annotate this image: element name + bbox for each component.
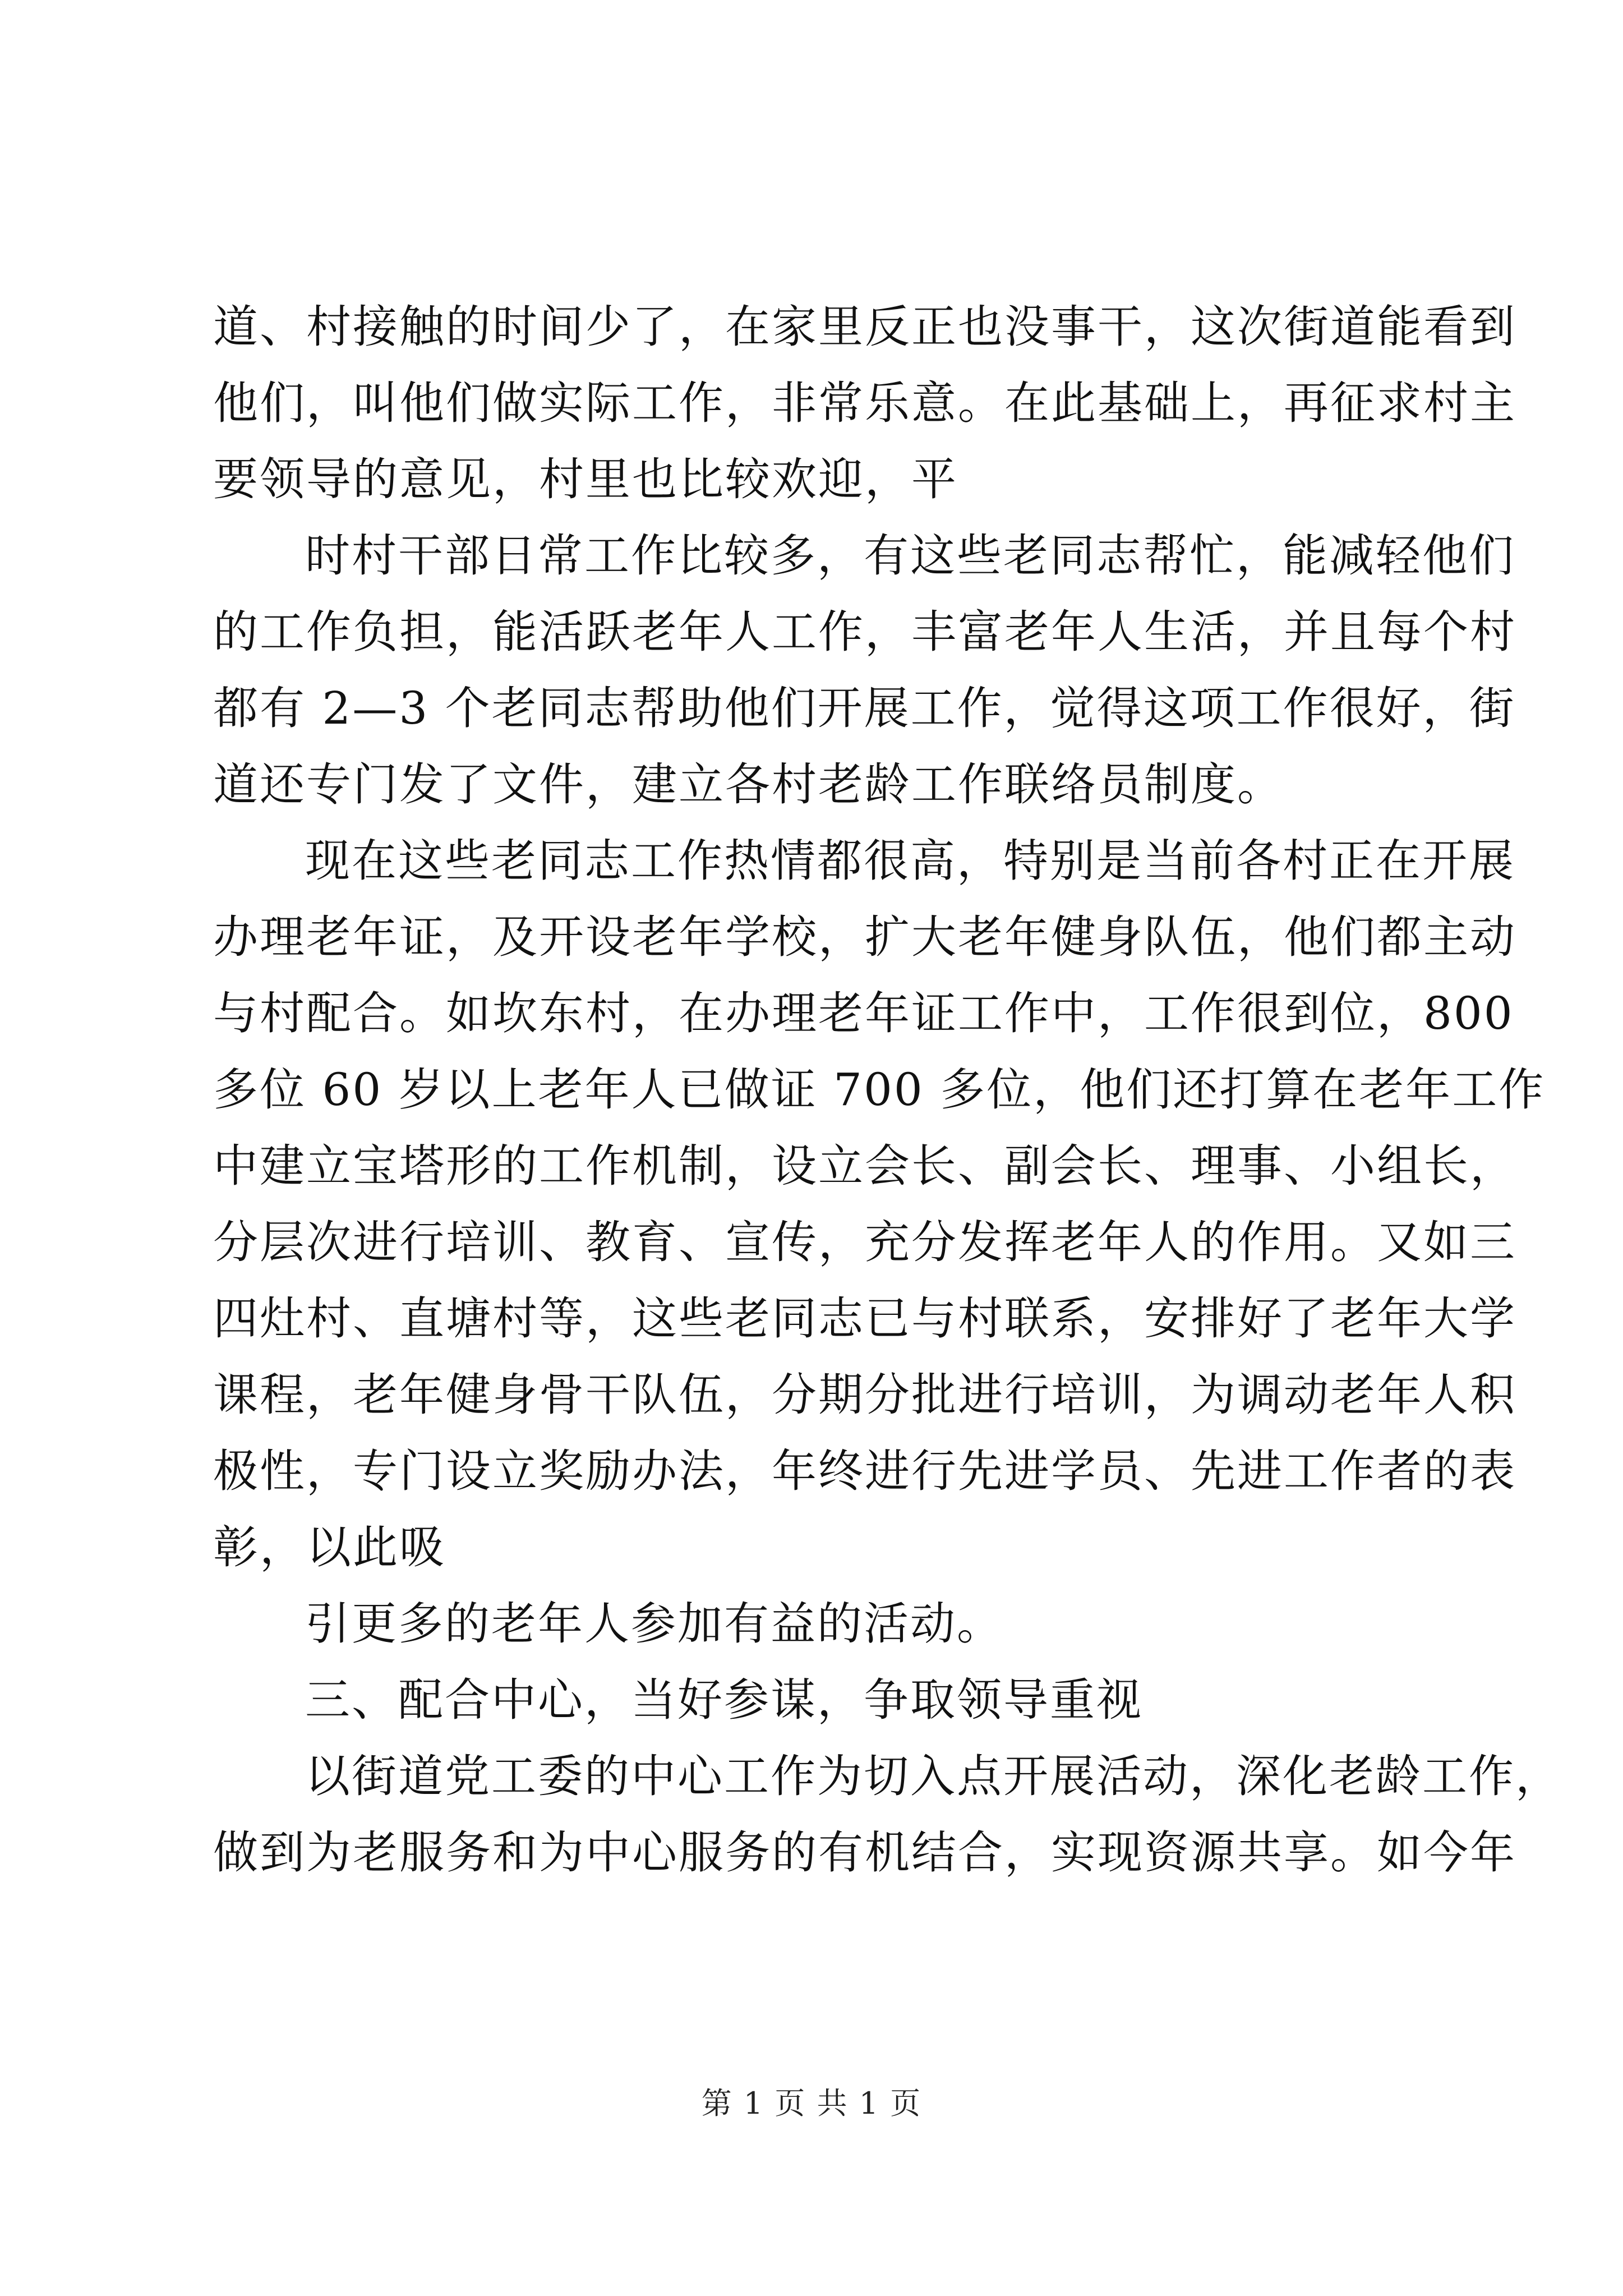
text-line: 多位 60 岁以上老年人已做证 700 多位，他们还打算在老年工作 [213,1064,1546,1116]
text-line: 时村干部日常工作比较多，有这些老同志帮忙，能减轻他们 [305,530,1515,582]
text-line: 中建立宝塔形的工作机制，设立会长、副会长、理事、小组长， [213,1140,1516,1192]
text-line: 课程，老年健身骨干队伍，分期分批进行培训，为调动老年人积 [213,1369,1516,1421]
text-line: 四灶村、直塘村等，这些老同志已与村联系，安排好了老年大学 [213,1292,1516,1345]
text-line: 做到为老服务和为中心服务的有机结合，实现资源共享。如今年 [213,1826,1516,1879]
text-line: 要领导的意见，村里也比较欢迎，平 [213,453,958,505]
text-line: 的工作负担，能活跃老年人工作，丰富老年人生活，并且每个村 [213,606,1516,658]
text-line: 现在这些老同志工作热情都很高，特别是当前各村正在开展 [305,835,1515,887]
text-line: 以街道党工委的中心工作为切入点开展活动，深化老龄工作， [305,1750,1562,1802]
text-line: 道还专门发了文件，建立各村老龄工作联络员制度。 [213,758,1284,811]
text-line: 极性，专门设立奖励办法，年终进行先进学员、先进工作者的表 [213,1445,1516,1497]
section-heading: 三、配合中心，当好参谋，争取领导重视 [305,1674,1143,1726]
text-line: 与村配合。如坎东村，在办理老年证工作中，工作很到位，800 [213,987,1514,1039]
text-line: 他们，叫他们做实际工作，非常乐意。在此基础上，再征求村主 [213,377,1516,429]
text-line: 都有 2—3 个老同志帮助他们开展工作，觉得这项工作很好，街 [213,682,1516,734]
page-footer: 第 1 页 共 1 页 [701,2086,922,2121]
text-line: 分层次进行培训、教育、宣传，充分发挥老年人的作用。又如三 [213,1216,1516,1268]
text-line: 道、村接触的时间少了，在家里反正也没事干，这次街道能看到 [213,301,1516,353]
text-line: 办理老年证，及开设老年学校，扩大老年健身队伍，他们都主动 [213,911,1516,963]
text-line: 引更多的老年人参加有益的活动。 [305,1598,1003,1650]
document-body [213,289,1562,1891]
text-line: 彰，以此吸 [213,1521,446,1573]
